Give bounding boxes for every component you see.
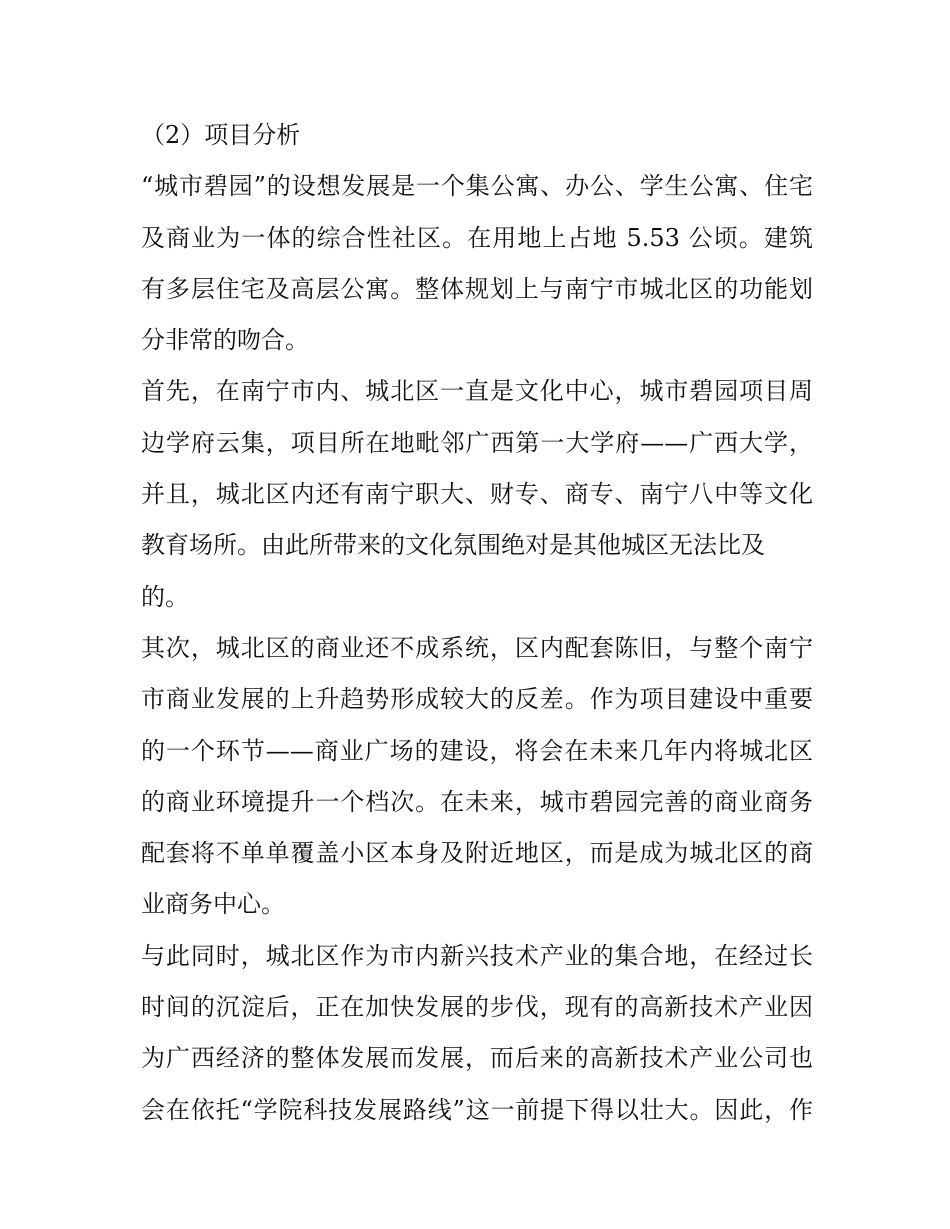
text-line: 市商业发展的上升趋势形成较大的反差。作为项目建设中重要 xyxy=(141,685,813,714)
document-body xyxy=(141,110,813,1136)
text-line: 边学府云集，项目所在地毗邻广西第一大学府——广西大学， xyxy=(141,428,813,457)
paragraph-1 xyxy=(141,161,813,366)
text-line: 有多层住宅及高层公寓。整体规划上与南宁市城北区的功能划 xyxy=(141,274,813,303)
text-line: 配套将不单单覆盖小区本身及附近地区，而是成为城北区的商 xyxy=(141,839,813,868)
text-line: 的一个环节——商业广场的建设，将会在未来几年内将城北区 xyxy=(141,736,813,765)
text-line: 时间的沉淀后，正在加快发展的步伐，现有的高新技术产业因 xyxy=(141,993,813,1022)
text-line: 教育场所。由此所带来的文化氛围绝对是其他城区无法比及 xyxy=(141,531,765,560)
text-line: 会在依托“学院科技发展路线”这一前提下得以壮大。因此，作 xyxy=(141,1095,813,1124)
text-line: 首先，在南宁市内、城北区一直是文化中心，城市碧园项目周 xyxy=(141,377,813,406)
text-line: 其次，城北区的商业还不成系统，区内配套陈旧，与整个南宁 xyxy=(141,633,813,662)
paragraph-4 xyxy=(141,931,813,1136)
text-line: 业商务中心。 xyxy=(141,890,285,919)
text-line: 及商业为一体的综合性社区。在用地上占地 5.53 公顷。建筑 xyxy=(141,223,813,252)
text-line: 分非常的吻合。 xyxy=(141,326,309,355)
paragraph-2 xyxy=(141,366,813,622)
paragraph-3 xyxy=(141,623,813,931)
text-line: 并且，城北区内还有南宁职大、财专、商专、南宁八中等文化 xyxy=(141,480,813,509)
text-line: “城市碧园”的设想发展是一个集公寓、办公、学生公寓、住宅 xyxy=(141,172,813,201)
section-heading: （2）项目分析 xyxy=(141,121,301,149)
text-line: 为广西经济的整体发展而发展，而后来的高新技术产业公司也 xyxy=(141,1044,813,1073)
text-line: 的。 xyxy=(141,582,189,611)
text-line: 与此同时，城北区作为市内新兴技术产业的集合地，在经过长 xyxy=(141,941,813,970)
text-line: 的商业环境提升一个档次。在未来，城市碧园完善的商业商务 xyxy=(141,787,813,816)
